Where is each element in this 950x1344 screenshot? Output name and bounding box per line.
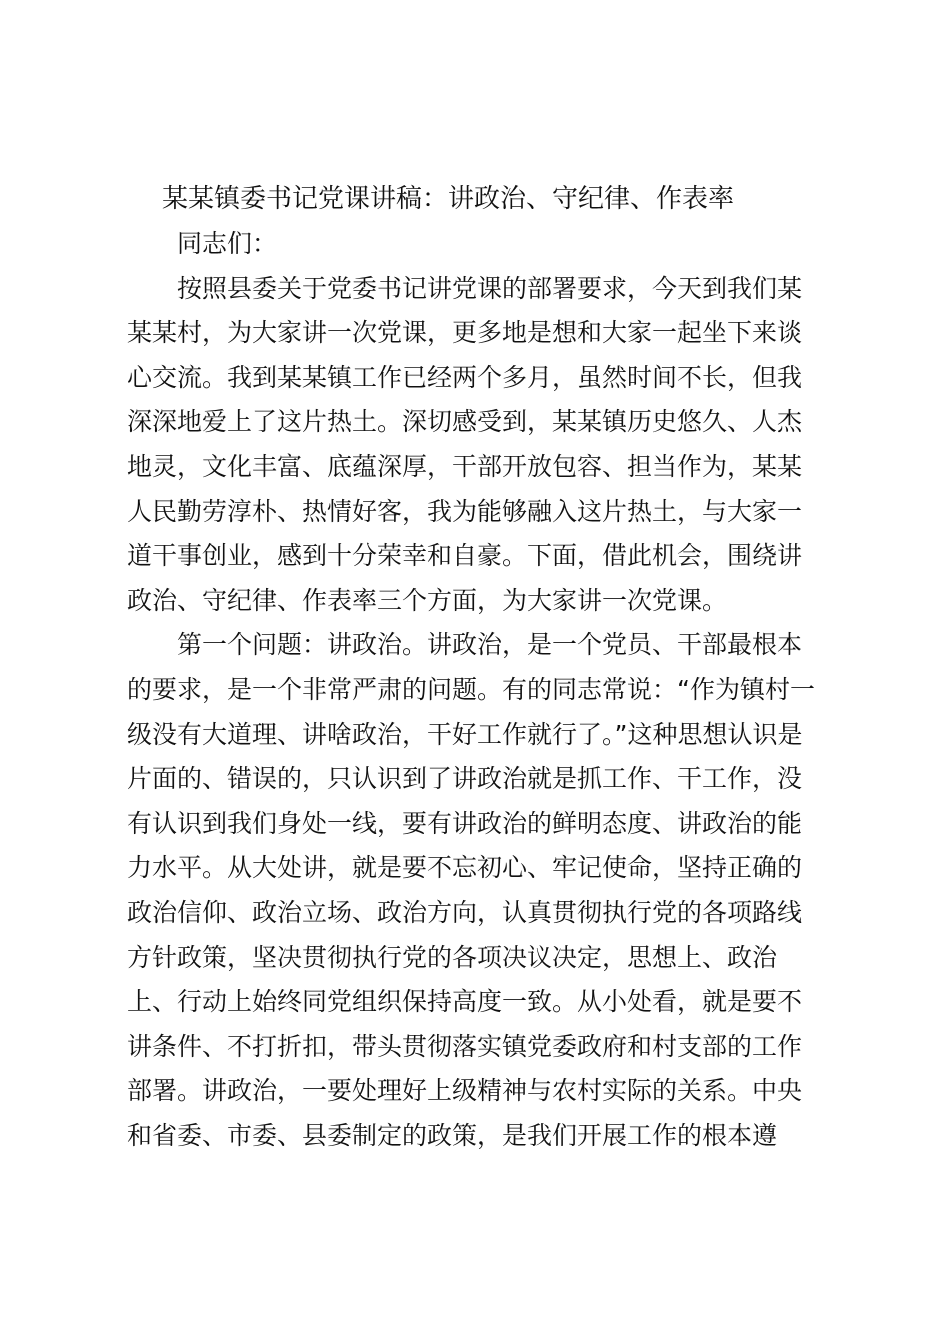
paragraph-2-line: 片面的、错误的，只认识到了讲政治就是抓工作、干工作，没 [127,764,803,794]
paragraph-2-line: 上、行动上始终同党组织保持高度一致。从小处看，就是要不 [127,987,803,1017]
paragraph-2-line: 方针政策，坚决贯彻执行党的各项决议决定，思想上、政治 [127,942,778,972]
paragraph-1-line: 心交流。我到某某镇工作已经两个多月，虽然时间不长，但我 [127,362,803,392]
paragraph-2-line: 有认识到我们身处一线，要有讲政治的鲜明态度、讲政治的能 [127,808,803,838]
document-title: 某某镇委书记党课讲稿：讲政治、守纪律、作表率 [162,184,735,214]
document-body [127,222,837,1158]
paragraph-2-line: 的要求，是一个非常严肃的问题。有的同志常说：“作为镇村一 [127,674,815,704]
paragraph-2-line: 级没有大道理、讲啥政治，干好工作就行了。”这种思想认识是 [127,719,803,749]
salutation-line: 同志们： [177,229,278,258]
paragraph-2-line: 政治信仰、政治立场、政治方向，认真贯彻执行党的各项路线 [127,897,803,927]
paragraph-1-line: 某某村，为大家讲一次党课，更多地是想和大家一起坐下来谈 [127,318,803,348]
paragraph-1-line: 按照县委关于党委书记讲党课的部署要求，今天到我们某 [177,273,803,303]
paragraph-1-line: 道干事创业，感到十分荣幸和自豪。下面，借此机会，围绕讲 [127,541,803,571]
paragraph-1-line: 政治、守纪律、作表率三个方面，为大家讲一次党课。 [127,585,728,615]
paragraph-2-line: 部署。讲政治，一要处理好上级精神与农村实际的关系。中央 [127,1076,803,1106]
paragraph-2-line: 第一个问题：讲政治。讲政治，是一个党员、干部最根本 [177,630,803,660]
paragraph-2-line: 力水平。从大处讲，就是要不忘初心、牢记使命，坚持正确的 [127,853,803,883]
paragraph-1-line: 地灵，文化丰富、底蕴深厚，干部开放包容、担当作为，某某 [127,451,803,481]
paragraph-2-line: 讲条件、不打折扣，带头贯彻落实镇党委政府和村支部的工作 [127,1031,803,1061]
paragraph-1-line: 深深地爱上了这片热土。深切感受到，某某镇历史悠久、人杰 [127,407,803,437]
paragraph-2-line: 和省委、市委、县委制定的政策，是我们开展工作的根本遵 [127,1120,778,1150]
paragraph-1-line: 人民勤劳淳朴、热情好客，我为能够融入这片热土，与大家一 [127,496,803,526]
